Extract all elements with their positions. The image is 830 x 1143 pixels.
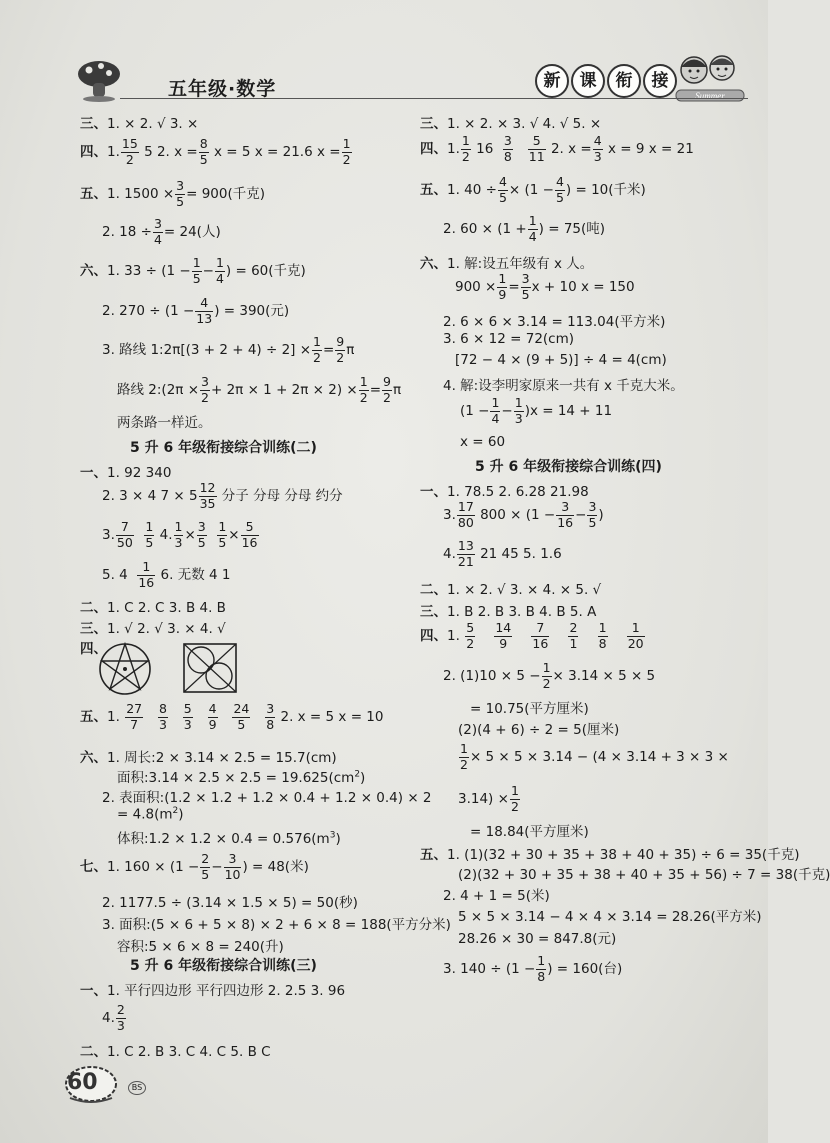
right-line: (1 − $\frac{1}{4}$ − $\frac{1}{3}$ )x = 14 + 11 (460, 395, 613, 426)
right-line: 四、1. $\frac{5}{2}$ $\frac{14}{9}$ $\frac{7}{16}$ $\frac{2}{1}$ $\frac{1}{8}$ $\frac{1}{20}$ (420, 620, 644, 651)
left-line: 三、1. √ 2. √ 3. × 4. √ (80, 621, 226, 637)
left-line: 3. 面积:(5 × 6 + 5 × 8) × 2 + 6 × 8 = 188(平方分米) (102, 917, 451, 933)
summer-label: Summer (695, 91, 725, 101)
circles-in-square-figure (180, 640, 240, 696)
left-line: 七、1. 160 × (1 − $\frac{2}{5}$ − $\frac{3}{10}$ ) = 48(米) (80, 851, 309, 882)
grade-title: 五年级·数学 (168, 78, 277, 100)
right-line: 3. $\frac{17}{80}$ 800 × (1 − $\frac{3}{16}$ − $\frac{3}{5}$ ) (443, 499, 604, 530)
right-line: (2)(32 + 30 + 35 + 38 + 40 + 35 + 56) ÷ 7 = 38(千克) (458, 867, 830, 883)
right-line: (2)(4 + 6) ÷ 2 = 5(厘米) (458, 722, 620, 738)
brand-char: 接 (643, 64, 677, 98)
right-line: 3. 6 × 12 = 72(cm) (443, 331, 575, 347)
left-line: 两条路一样近。 (117, 415, 212, 431)
left-line: 五、1. $\frac{27}{7}$ $\frac{8}{3}$ $\frac{5}{3}$ $\frac{4}{9}$ $\frac{24}{5}$ $\frac{3}{8}$ 2. x = 5 x = 10 (80, 701, 384, 732)
right-line: 900 × $\frac{1}{9}$ = $\frac{3}{5}$ x + 10 x = 150 (455, 271, 635, 302)
brand-title (535, 64, 677, 98)
right-line: 三、1. × 2. × 3. √ 4. √ 5. × (420, 116, 602, 132)
left-line: 二、1. C 2. C 3. B 4. B (80, 600, 226, 616)
brand-char: 衔 (607, 64, 641, 98)
left-line: 容积:5 × 6 × 8 = 240(升) (117, 939, 284, 955)
left-line: 五、1. 1500 × $\frac{3}{5}$ = 900(千克) (80, 178, 265, 209)
right-line: 3. 140 ÷ (1 − $\frac{1}{8}$ ) = 160(台) (443, 953, 623, 984)
header-divider (120, 98, 748, 99)
right-line: 28.26 × 30 = 847.8(元) (458, 931, 617, 947)
left-line: = $4.8(m^2)$ (117, 806, 184, 823)
left-line: 四、1. $\frac{15}{2}$ 5 2. x = $\frac{8}{5}$ x = 5 x = 21.6 x = $\frac{1}{2}$ (80, 136, 351, 167)
right-line: 五、1. (1)(32 + 30 + 35 + 38 + 40 + 35) ÷ 6 = 35(千克) (420, 847, 800, 863)
right-line: 五、1. 40 ÷ $\frac{4}{5}$ × (1 − $\frac{4}{5}$ ) = 10(千米) (420, 174, 646, 205)
right-line: 2. 60 × (1 + $\frac{1}{4}$ ) = 75(吨) (443, 213, 606, 244)
right-line: 2. (1)10 × 5 − $\frac{1}{2}$ × 3.14 × 5 × 5 (443, 660, 656, 691)
right-line: 4. 解:设李明家原来一共有 x 千克大米。 (443, 378, 684, 394)
left-line: 二、1. C 2. B 3. C 4. C 5. B C (80, 1044, 271, 1060)
edition-badge: BS (128, 1081, 146, 1095)
right-line: 三、1. B 2. B 3. B 4. B 5. A (420, 604, 597, 620)
right-line: 一、1. 78.5 2. 6.28 21.98 (420, 484, 589, 500)
left-line: 体积:1.2 × $1.2 \times 0.4 = 0.576(m^3)$ (117, 830, 341, 847)
brand-char: 课 (571, 64, 605, 98)
left-line: 5. 4 $\frac{1}{16}$ 6. 无数 4 1 (102, 559, 231, 590)
left-line: 六、1. 33 ÷ (1 − $\frac{1}{5}$ − $\frac{1}{4}$ ) = 60(千克) (80, 255, 306, 286)
right-line: 2. 4 + 1 = 5(米) (443, 888, 550, 904)
left-line: 3. $\frac{7}{50}$ $\frac{1}{5}$ 4. $\frac{1}{3}$ × $\frac{3}{5}$ $\frac{1}{5}$ × $\frac{5}{16}$ (102, 519, 258, 550)
left-line: 三、1. × 2. √ 3. × (80, 116, 199, 132)
right-line: = 10.75(平方厘米) (470, 701, 589, 717)
right-line: 5 × 5 × 3.14 − 4 × 4 × 3.14 = 28.26(平方米) (458, 909, 762, 925)
right-line: 2. 6 × 6 × 3.14 = 113.04(平方米) (443, 314, 666, 330)
right-line: [72 − 4 × (9 + 5)] ÷ 4 = 4(cm) (455, 352, 667, 368)
left-line: 一、1. 92 340 (80, 465, 172, 481)
right-line: = 18.84(平方厘米) (470, 824, 589, 840)
star-in-circle-figure (93, 639, 155, 697)
page-number: 60 (67, 1070, 98, 1095)
left-line: 六、1. 周长:2 × 3.14 × 2.5 = 15.7(cm) (80, 750, 337, 766)
right-line: x = 60 (460, 434, 506, 450)
right-line: 4. $\frac{13}{21}$ 21 45 5. 1.6 (443, 538, 562, 569)
left-line: 面积:3.14 × $2.5 \times 2.5 = 19.625(cm^2)$ (117, 769, 366, 786)
right-line: 四、1. $\frac{1}{2}$ 16 $\frac{3}{8}$ $\frac{5}{11}$ 2. x = $\frac{4}{3}$ x = 9 x = 21 (420, 133, 694, 164)
left-line: 路线 2:(2π × $\frac{3}{2}$ + 2π × 1 + 2π × 2) × $\frac{1}{2}$ = $\frac{9}{2}$ π (117, 374, 402, 405)
left-line: 3. 路线 1:2π[(3 + 2 + 4) ÷ 2] × $\frac{1}{2}$ = $\frac{9}{2}$ π (102, 334, 355, 365)
left-line: 2. 18 ÷ $\frac{3}{4}$ = 24(人) (102, 216, 221, 247)
right-line: 六、1. 解:设五年级有 x 人。 (420, 256, 594, 272)
left-line: 2. 表面积:(1.2 × 1.2 + 1.2 × 0.4 + 1.2 × 0.4) × 2 (102, 790, 432, 806)
left-line: 2. 1177.5 ÷ (3.14 × 1.5 × 5) = 50(秒) (102, 895, 358, 911)
left-line: 四、 (80, 641, 107, 657)
left-line: 2. 270 ÷ (1 − $\frac{4}{13}$ ) = 390(元) (102, 295, 290, 326)
kids-illustration-icon (672, 50, 748, 102)
right-line: 二、1. × 2. √ 3. × 4. × 5. √ (420, 582, 602, 598)
right-line: 3.14) × $\frac{1}{2}$ (458, 783, 519, 814)
left-line: 2. 3 × 4 7 × 5 $\frac{12}{35}$ 分子 分母 分母 约分 (102, 480, 343, 511)
right-line: $\frac{1}{2}$ × 5 × 5 × 3.14 − (4 × 3.14 + 3 × 3 × (460, 741, 729, 772)
section-title: 5 升 6 年级衔接综合训练(三) (130, 958, 317, 974)
brand-char: 新 (535, 64, 569, 98)
left-line: 一、1. 平行四边形 平行四边形 2. 2.5 3. 96 (80, 983, 346, 999)
section-title: 5 升 6 年级衔接综合训练(四) (475, 459, 662, 475)
left-line: 4. $\frac{2}{3}$ (102, 1002, 125, 1033)
section-title: 5 升 6 年级衔接综合训练(二) (130, 440, 317, 456)
mushroom-logo-icon (76, 58, 122, 102)
